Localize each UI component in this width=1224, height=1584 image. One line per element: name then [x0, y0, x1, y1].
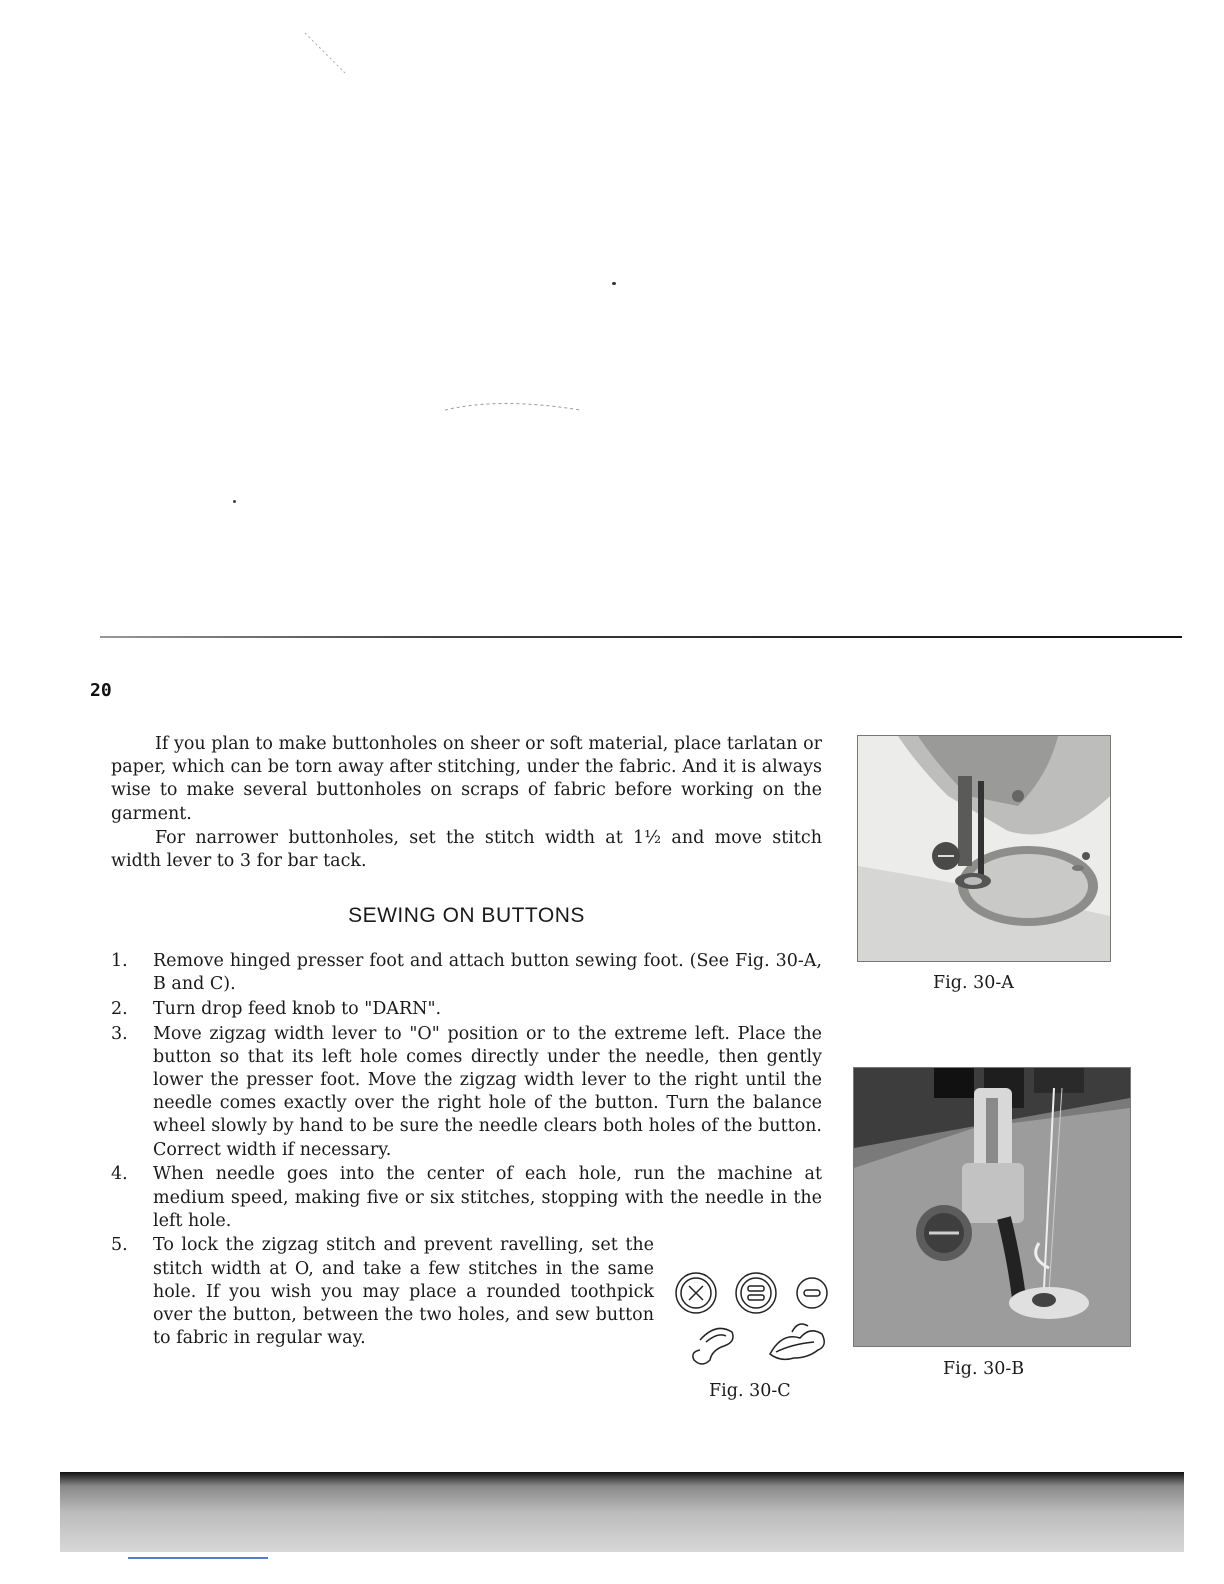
figure-30a-caption: Fig. 30-A — [933, 973, 1014, 993]
step-text: When needle goes into the center of each hole, run the machine at medium speed, making five or six stitches, stopping with the needle in the left hole. — [153, 1164, 822, 1231]
list-item — [111, 1163, 822, 1233]
figure-30b-image — [853, 1067, 1131, 1347]
four-hole-button-parallel-icon — [736, 1273, 776, 1313]
step-text: Turn drop feed knob to "DARN". — [153, 998, 442, 1019]
button-sewing-closeup-illustration — [854, 1068, 1130, 1346]
four-hole-button-cross-icon — [676, 1273, 716, 1313]
step-text: To lock the zigzag stitch and prevent ravelling, set the stitch width at O, and take a few stitches in the same hole. If you wish you may place a rounded toothpick over the button, between the two holes, and sew button to fabric in regular way. — [153, 1235, 654, 1349]
figure-30a-image — [857, 735, 1111, 962]
step-number: 5. — [111, 1235, 128, 1256]
two-hole-button-icon — [797, 1278, 827, 1308]
step-text: Move zigzag width lever to "O" position or to the extreme left. Place the button so that its left hole comes directly under the needle, then gently lower the presser foot. Move the zigzag width lever to the right until the needle comes exactly over the right hole of the button. Turn the balance wheel slowly by hand to be sure the needle clears both holes of the button. Correct width if necessary. — [153, 1023, 822, 1160]
scan-smudge — [440, 395, 590, 420]
section-title: SEWING ON BUTTONS — [348, 904, 585, 927]
list-item — [111, 950, 822, 996]
page-number: 20 — [90, 680, 112, 701]
step-number: 4. — [111, 1164, 128, 1185]
step-number: 3. — [111, 1023, 128, 1044]
step-text: Remove hinged presser foot and attach button sewing foot. (See Fig. 30-A, B and C). — [153, 951, 822, 995]
step-number: 2. — [111, 998, 128, 1019]
button-sewing-foot-illustration — [858, 736, 1110, 961]
scan-artifact-line — [128, 1557, 268, 1559]
intro-paragraph-1: If you plan to make buttonholes on sheer or soft material, place tarlatan or paper, which can be torn away after stitching, under the fabric. And it is always wise to make several buttonholes on scraps of fabric before working on the garment. — [111, 734, 822, 824]
scan-smudge — [300, 28, 360, 78]
shank-button-side-icon-2 — [770, 1324, 824, 1359]
intro-paragraph-2: For narrower buttonholes, set the stitch width at 1½ and move stitch width lever to 3 for bar tack. — [111, 828, 822, 872]
page-divider-rule — [100, 636, 1182, 638]
scan-speck — [612, 282, 616, 285]
button-stitch-diagrams — [672, 1262, 858, 1370]
figure-30c-caption: Fig. 30-C — [709, 1381, 791, 1401]
figure-30b-caption: Fig. 30-B — [943, 1359, 1025, 1379]
list-item — [111, 1234, 654, 1350]
shank-button-side-icon — [693, 1328, 733, 1364]
step-number: 1. — [111, 951, 128, 971]
figure-30c-image — [672, 1262, 858, 1370]
list-item — [111, 1023, 822, 1162]
scan-speck — [233, 500, 236, 503]
list-item — [111, 998, 822, 1021]
scan-bottom-edge — [60, 1472, 1184, 1552]
